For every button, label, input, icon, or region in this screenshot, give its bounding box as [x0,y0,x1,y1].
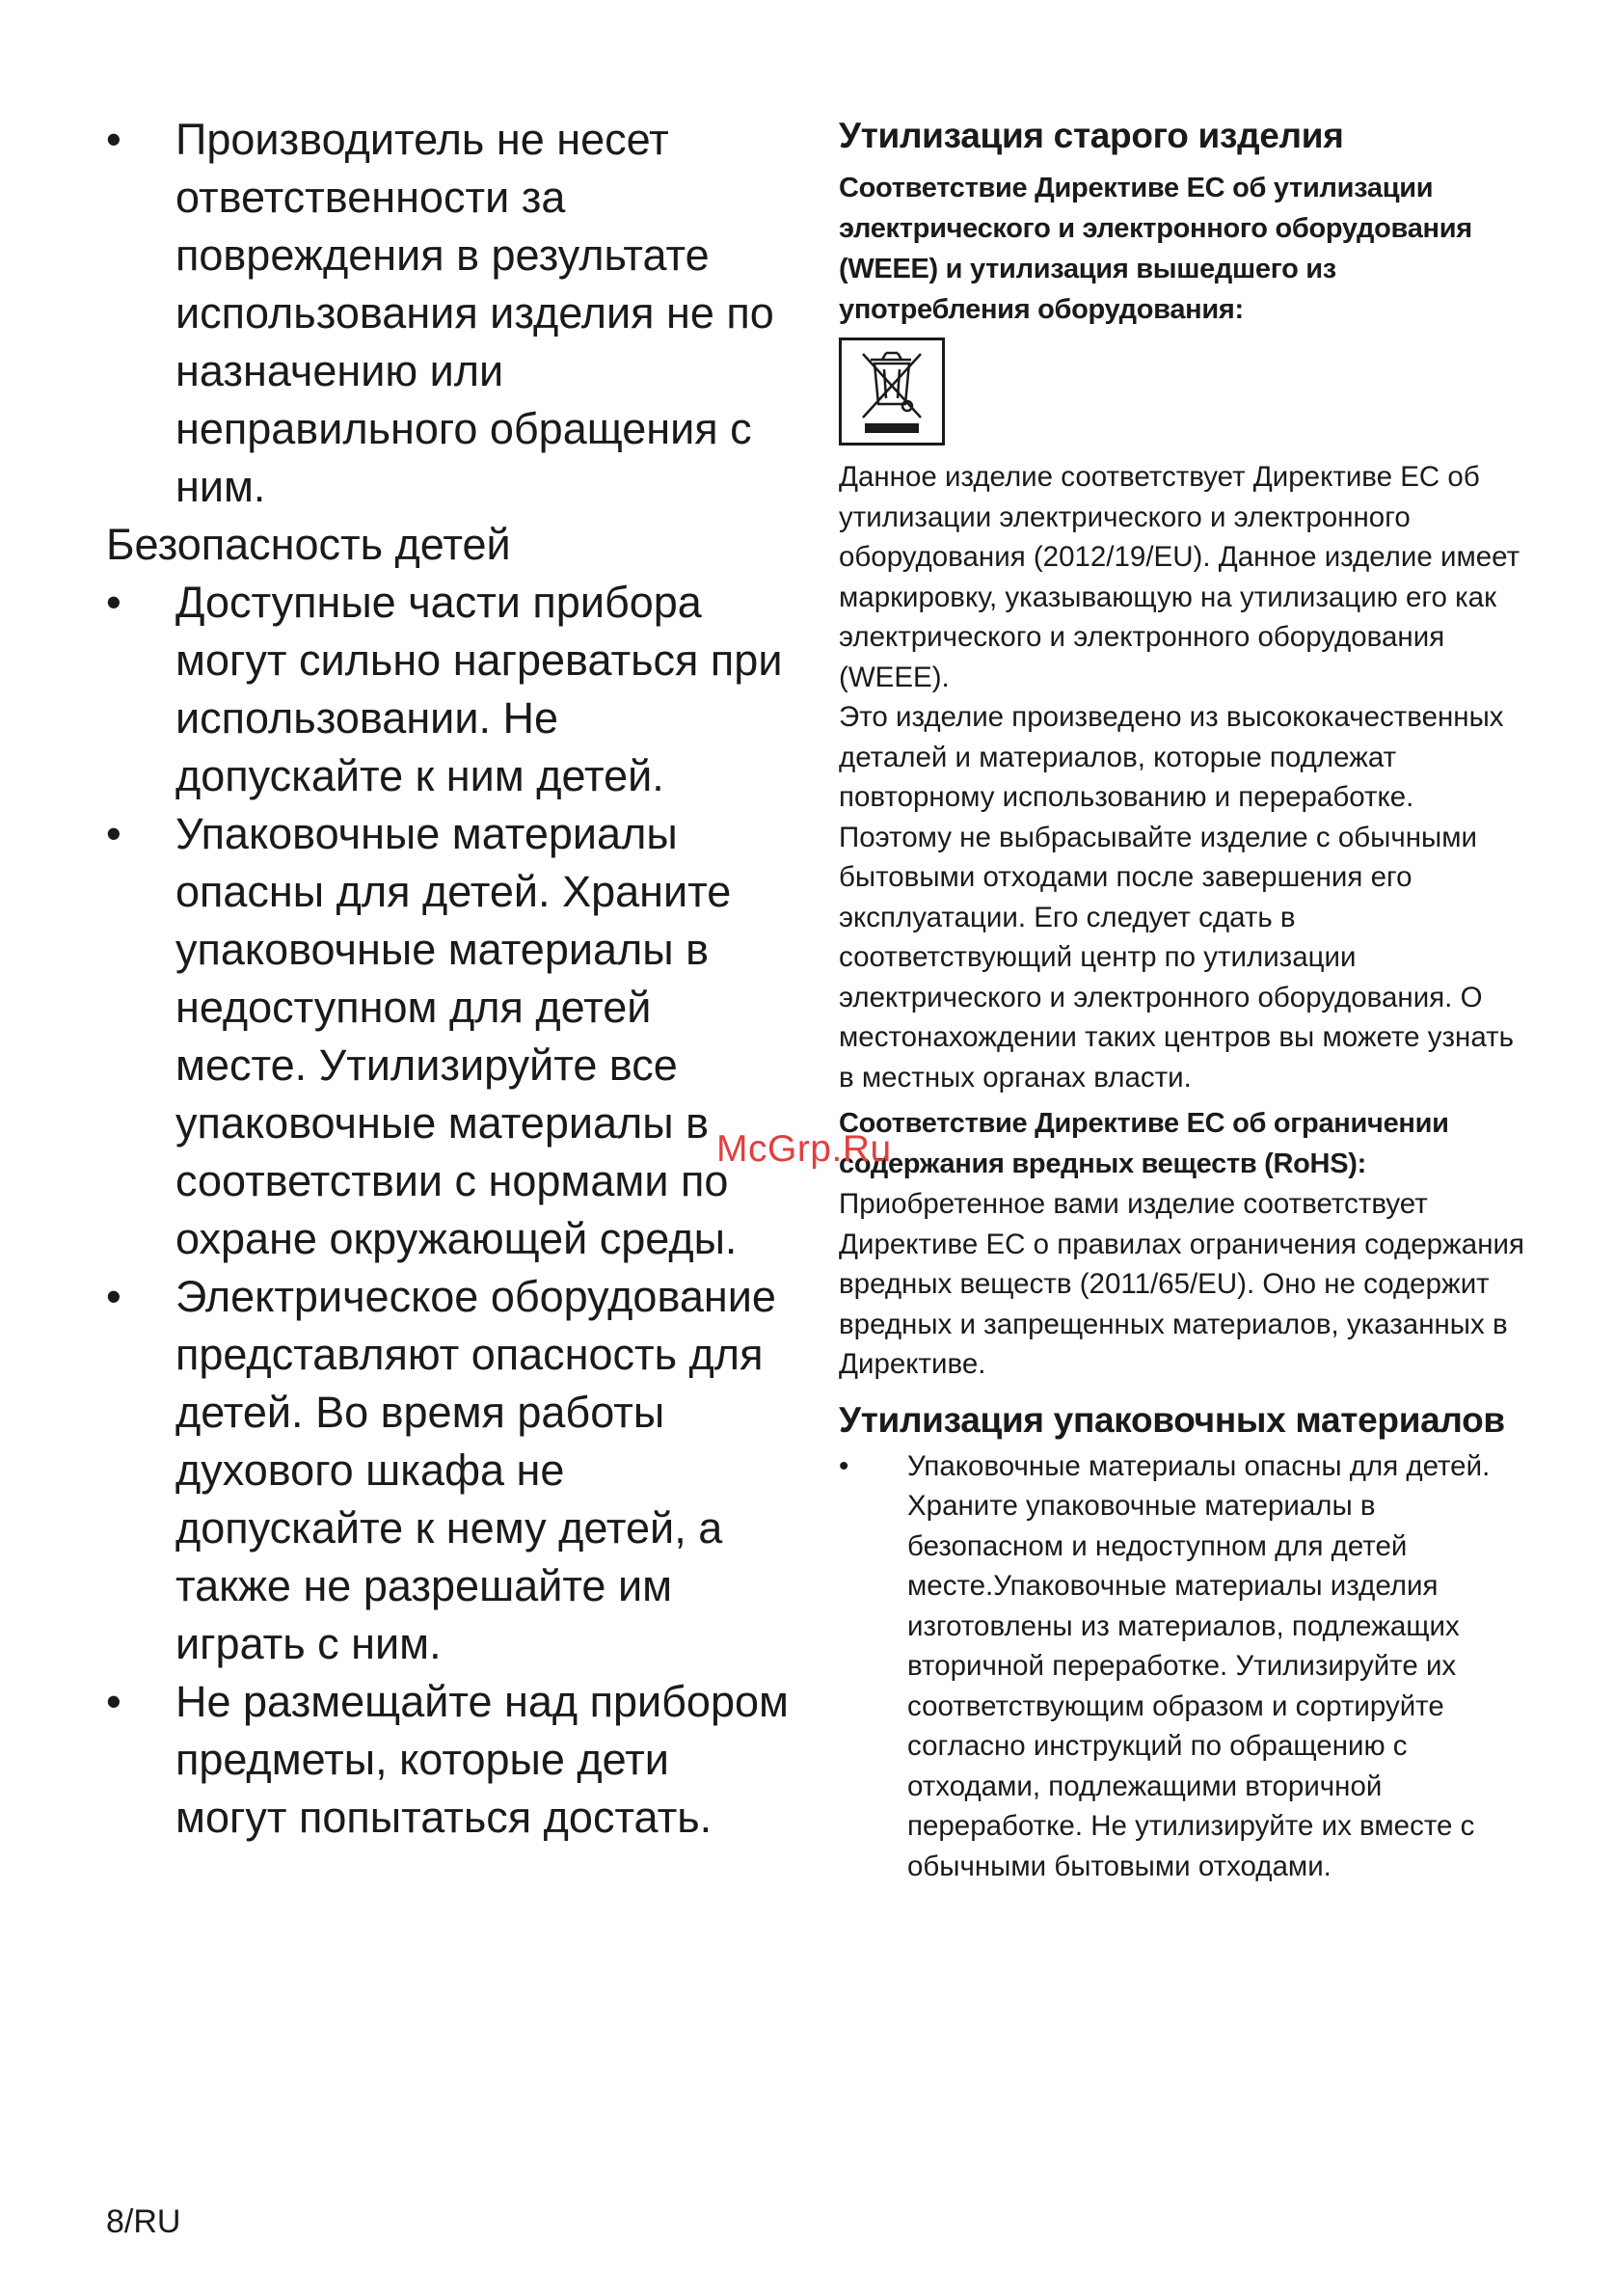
bullet-glyph: • [106,578,121,627]
rohs-subtitle: Соответствие Директиве ЕС об ограничении содержания вредных веществ (RoHS): [839,1108,1449,1179]
bullet-text: Производитель не несет ответственности за повреждения в результате использования изделия не по назначению или неправильного обращения с ним. [175,115,774,511]
page-number: 8/RU [106,2203,181,2240]
watermark: McGrp.Ru [716,1128,892,1170]
left-column [106,111,791,1847]
crossed-out-wheelie-bin-icon [839,338,945,446]
bullet-item-hot-parts [106,574,791,805]
child-safety-heading: Безопасность детей [106,520,511,569]
weee-text-1: Данное изделие соответствует Директиве ЕС об утилизации электрического и электронного оборудования (2012/19/EU). Данное изделие имеет маркировку, указывающую на утилизацию его как электрического и электронного оборудования (WEEE). [839,461,1520,693]
rohs-text: Приобретенное вами изделие соответствует Директиве ЕС о правилах ограничения содержания вредных веществ (2011/65/EU). Оно не содержит вредных и запрещенных материалов, указанных в Директиве. [839,1188,1524,1380]
bullet-glyph: • [106,809,121,858]
weee-text-2: Это изделие произведено из высококачественных деталей и материалов, которые подлежат повторному использованию и переработке. Поэтому не выбрасывайте изделие с обычными бытовыми отходами после завершения его эксплуатации. Его следует сдать в соответствующий центр по утилизации электрического и электронного оборудования. О местонахождении таких центров вы можете узнать в местных органах власти. [839,701,1514,1094]
bullet-item-above-appliance [106,1673,791,1847]
bullet-glyph: • [106,115,121,164]
bullet-text: Доступные части прибора могут сильно нагреваться при использовании. Не допускайте к ним детей. [175,578,783,800]
bullet-glyph: • [106,1272,121,1321]
bullet-text: Упаковочные материалы опасны для детей. Храните упаковочные материалы в недоступном для детей месте. Утилизируйте все упаковочные материалы в соответствии с нормами по охране окружающей среды. [175,809,738,1263]
packaging-title: Утилизация упаковочных материалов [839,1399,1505,1440]
right-column [839,114,1533,1886]
disposal-title: Утилизация старого изделия [839,116,1344,155]
weee-subtitle: Соответствие Директиве ЕС об утилизации электрического и электронного оборудования (WEEE) и утилизация вышедшего из употребления оборудования: [839,173,1472,325]
bullet-item-packaging [106,805,791,1268]
bullet-text: Не размещайте над прибором предметы, которые дети могут попытаться достать. [175,1677,789,1842]
packaging-bullet-item [839,1446,1533,1887]
bullet-item-electrical [106,1268,791,1673]
bullet-text: Упаковочные материалы опасны для детей. Храните упаковочные материалы в безопасном и недоступном для детей месте.Упаковочные материалы изделия изготовлены из материалов, подлежащих вторичной переработке. Утилизируйте их соответствующим образом и сортируйте согласно инструкций по обращению с отходами, подлежащими вторичной переработке. Не утилизируйте их вместе с обычными бытовыми отходами. [907,1449,1491,1882]
bullet-glyph: • [106,1677,121,1726]
bullet-item-liability [106,111,791,516]
bullet-text: Электрическое оборудование представляют опасность для детей. Во время работы духового шкафа не допускайте к нему детей, а также не разрешайте им играть с ним. [175,1272,776,1668]
bullet-glyph: • [839,1449,849,1482]
